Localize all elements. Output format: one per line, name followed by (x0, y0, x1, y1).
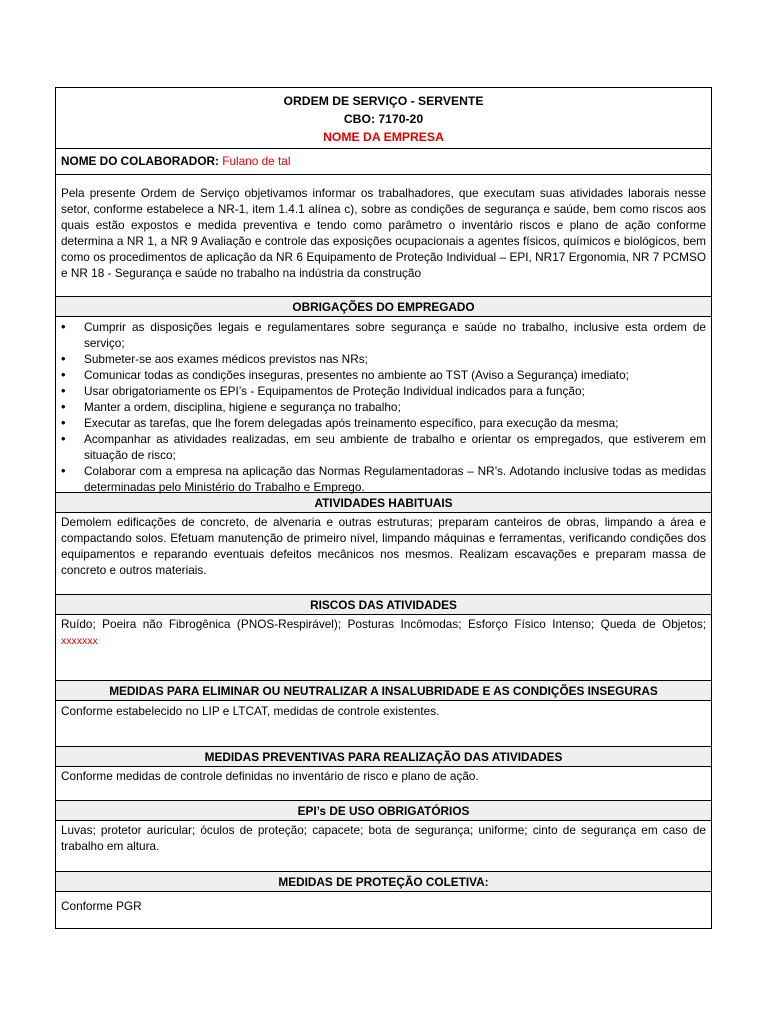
collaborator-label: NOME DO COLABORADOR: (61, 154, 219, 168)
preventive-text: Conforme medidas de controle definidas no inventário de risco e plano de ação. (61, 769, 479, 783)
activities-heading: ATIVIDADES HABITUAIS (56, 492, 711, 512)
service-order-document (55, 87, 712, 929)
risks-placeholder: xxxxxxx (61, 635, 98, 647)
list-item: • Comunicar todas as condições inseguras, presentes no ambiente ao TST (Aviso a Segurança) imediato; (56, 367, 711, 383)
document-title: ORDEM DE SERVIÇO - SERVENTE (283, 94, 484, 108)
risks-heading: RISCOS DAS ATIVIDADES (56, 594, 711, 614)
collaborator-name: Fulano de tal (222, 154, 291, 168)
insalubrity-heading: MEDIDAS PARA ELIMINAR OU NEUTRALIZAR A INSALUBRIDADE E AS CONDIÇÕES INSEGURAS (56, 680, 711, 700)
epi-heading: EPI’s DE USO OBRIGATÓRIOS (56, 800, 711, 820)
list-item: • Colaborar com a empresa na aplicação das Normas Regulamentadoras – NR’s. Adotando inclusive todas as medidas determinadas pelo Ministério do Trabalho e Emprego. (56, 463, 711, 495)
obligations-list (56, 319, 711, 495)
epi-text: Luvas; protetor auricular; óculos de proteção; capacete; bota de segurança; uniforme; cinto de segurança em caso de trabalho em altura. (61, 823, 706, 853)
insalubrity-section (56, 700, 711, 746)
intro-paragraph (56, 174, 711, 296)
preventive-section (56, 766, 711, 800)
activities-text: Demolem edificações de concreto, de alvenaria e outras estruturas; preparam canteiros de obras, limpando a área e compactando solos. Efetuam manutenção de primeiro nível, limpando máquinas e ferramentas, verificando condições dos equipamentos e reparando eventuais defeitos mecânicos nos mesmos. Realizam escavações e preparam massa de concreto e outros materiais. (61, 515, 706, 577)
cbo-code: CBO: 7170-20 (343, 112, 424, 126)
intro-text: Pela presente Ordem de Serviço objetivamos informar os trabalhadores, que executam suas atividades laborais nesse setor, conforme estabelece a NR-1, item 1.4.1 alínea c), sobre as condições de segurança e saúde, bem como riscos aos quais estão expostos e medida preventiva e tendo como parâmetro o inventário riscos e plano de ação conforme determina a NR 1, a NR 9 Avaliação e controle das exposições ocupacionais a agentes físicos, químicos e biológicos, bem como os procedimentos de aplicação da NR 6 Equipamento de Proteção Individual – EPI, NR17 Ergonomia, NR 7 PCMSO e NR 18 - Segurança e saúde no trabalho na indústria da construção (61, 186, 706, 280)
obligations-heading: OBRIGAÇÕES DO EMPREGADO (56, 296, 711, 316)
risks-section (56, 614, 711, 680)
risks-text: Ruído; Poeira não Fibrogênica (PNOS-Respirável); Posturas Incômodas; Esforço Físico Intenso; Queda de Objetos; (61, 617, 706, 631)
obligations-section (56, 316, 711, 492)
list-item: • Cumprir as disposições legais e regulamentares sobre segurança e saúde no trabalho, inclusive esta ordem de serviço; (56, 319, 711, 351)
preventive-heading: MEDIDAS PREVENTIVAS PARA REALIZAÇÃO DAS ATIVIDADES (56, 746, 711, 766)
company-name: NOME DA EMPRESA (323, 130, 444, 144)
collective-heading: MEDIDAS DE PROTEÇÃO COLETIVA: (56, 871, 711, 891)
list-item: • Usar obrigatoriamente os EPI’s - Equipamentos de Proteção Individual indicados para a função; (56, 383, 711, 399)
collective-section (56, 891, 711, 928)
epi-section (56, 820, 711, 871)
insalubrity-text: Conforme estabelecido no LIP e LTCAT, medidas de controle existentes. (61, 704, 440, 718)
list-item: • Acompanhar as atividades realizadas, em seu ambiente de trabalho e orientar os empregados, que estiverem em situação de risco; (56, 431, 711, 463)
collaborator-row (56, 148, 711, 174)
list-item: • Executar as tarefas, que lhe forem delegadas após treinamento específico, para execução da mesma; (56, 415, 711, 431)
list-item: • Submeter-se aos exames médicos previstos nas NRs; (56, 351, 711, 367)
list-item: • Manter a ordem, disciplina, higiene e segurança no trabalho; (56, 399, 711, 415)
collective-text: Conforme PGR (61, 899, 142, 913)
title-block (56, 88, 711, 148)
activities-section (56, 512, 711, 594)
